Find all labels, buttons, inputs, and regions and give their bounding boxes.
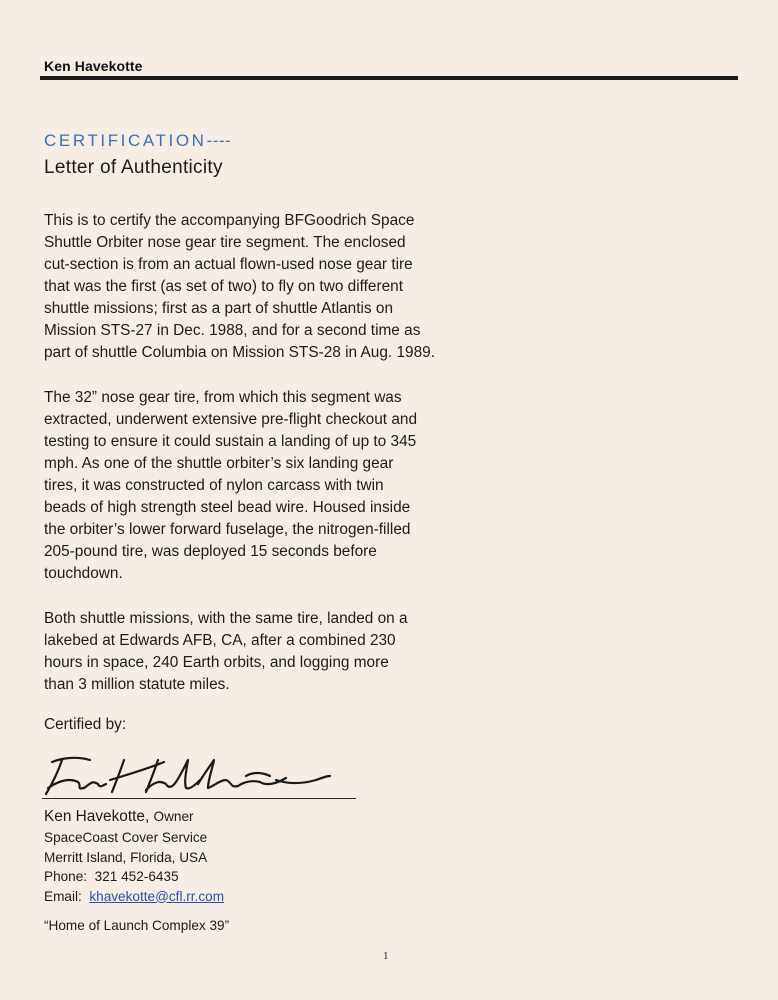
- paragraph-line: beads of high strength steel bead wire. Housed inside: [44, 499, 411, 516]
- phone-label: Phone:: [44, 869, 88, 884]
- paragraph-line: touchdown.: [44, 565, 123, 582]
- email-line: [44, 887, 224, 907]
- certification-word: CERTIFICATION: [44, 131, 207, 150]
- company-name: SpaceCoast Cover Service: [44, 830, 208, 845]
- paragraph-line: hours in space, 240 Earth orbits, and logging more: [44, 654, 389, 671]
- paragraph-line: The 32” nose gear tire, from which this segment was: [44, 389, 402, 406]
- paragraph-line: that was the first (as set of two) to fly on two different: [44, 278, 403, 295]
- contact-block: [44, 806, 224, 906]
- paragraph-line: This is to certify the accompanying BFGoodrich Space: [44, 212, 415, 229]
- owner-line: [44, 806, 224, 828]
- paragraph-line: shuttle missions; first as a part of shuttle Atlantis on: [44, 300, 394, 317]
- paragraph-line: than 3 million statute miles.: [44, 676, 230, 693]
- paragraph-line: Both shuttle missions, with the same tire, landed on a: [44, 610, 408, 627]
- handwritten-signature: [40, 750, 360, 802]
- phone-number: 321 452-6435: [94, 869, 179, 884]
- letter-title: Letter of Authenticity: [44, 157, 223, 178]
- phone-line: [44, 867, 224, 887]
- email-label: Email:: [44, 888, 82, 904]
- paragraph-missions: [44, 608, 484, 696]
- paragraph-line: cut-section is from an actual flown-used nose gear tire: [44, 256, 413, 273]
- paragraph-line: testing to ensure it could sustain a landing of up to 345: [44, 433, 417, 450]
- certification-heading: [44, 131, 231, 151]
- paragraph-line: 205-pound tire, was deployed 15 seconds before: [44, 543, 377, 560]
- email-link[interactable]: khavekotte@cfl.rr.com: [89, 888, 225, 904]
- paragraph-line: mph. As one of the shuttle orbiter’s six landing gear: [44, 455, 394, 472]
- paragraph-tire-details: [44, 387, 484, 585]
- paragraph-line: tires, it was constructed of nylon carcass with twin: [44, 477, 384, 494]
- company-location: Merritt Island, Florida, USA: [44, 849, 208, 865]
- motto: “Home of Launch Complex 39”: [44, 918, 230, 933]
- paragraph-line: lakebed at Edwards AFB, CA, after a combined 230: [44, 632, 396, 649]
- signature-line: [42, 798, 356, 799]
- owner-role: Owner: [153, 809, 194, 824]
- paragraph-line: the orbiter’s lower forward fuselage, the nitrogen-filled: [44, 521, 411, 538]
- paragraph-line: extracted, underwent extensive pre-flight checkout and: [44, 411, 418, 428]
- letterhead-rule: [40, 76, 738, 80]
- page-number: 1: [383, 950, 389, 962]
- paragraph-line: Shuttle Orbiter nose gear tire segment. The enclosed: [44, 234, 406, 251]
- paragraph-line: Mission STS-27 in Dec. 1988, and for a second time as: [44, 322, 421, 339]
- certification-dashes: ----: [206, 131, 232, 150]
- certified-by-label: Certified by:: [44, 716, 127, 733]
- letterhead-name: Ken Havekotte: [44, 58, 143, 74]
- paragraph-line: part of shuttle Columbia on Mission STS-28 in Aug. 1989.: [44, 344, 435, 361]
- owner-name: Ken Havekotte,: [44, 808, 150, 825]
- paragraph-certification: [44, 210, 484, 364]
